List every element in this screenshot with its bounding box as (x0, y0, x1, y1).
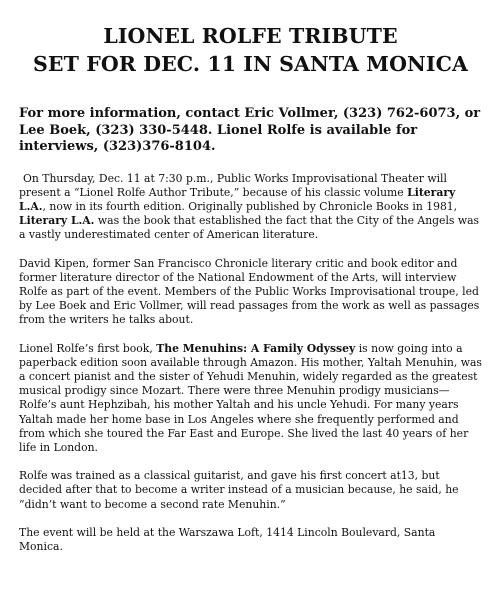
headline (19, 22, 482, 78)
contact-info: For more information, contact Eric Vollmer, (323) 762-6073, or Lee Boek, (323) 330-5448. Lionel Rolfe is available for interviews, (323)376-8104. (19, 106, 481, 154)
headline-line-1: LIONEL ROLFE TRIBUTE (103, 24, 398, 48)
book-title-literary-la-2: Literary L.A. (19, 214, 95, 228)
paragraph-interview: David Kipen, former San Francisco Chronicle literary critic and book editor and former literature director of the National Endowment of the Arts, will interview Rolfe as part of the event. Members of the Public Works Improvisational troupe, led by Lee Boek and Eric Vollmer, will read passages from the work as well as passages from the writers he talks about. (19, 256, 480, 327)
paragraph-event (19, 172, 482, 243)
paragraph-venue: The event will be held at the Warszawa Loft, 1414 Lincoln Boulevard, Santa Monica. (19, 525, 436, 553)
paragraph-guitarist: Rolfe was trained as a classical guitarist, and gave his first concert at13, but decided after that to become a writer instead of a musician because, he said, he “didn’t want to become a second rate Menuhin.” (19, 469, 459, 511)
headline-line-2: SET FOR DEC. 11 IN SANTA MONICA (33, 52, 468, 76)
paragraph-event-text-2: , now in its fourth edition. Originally published by Chronicle Books in 1981, (42, 199, 458, 213)
paragraph-menuhins-text-2: is now going into a paperback edition soon available through Amazon. His mother, Yaltah Menuhin, was a concert pianist and the sister of Yehudi Menuhin, widely regarded as the greatest musical prodigy since Mozart. There were three Menuhin prodigy musicians—Rolfe’s aunt Hephzibah, his mother Yaltah and his uncle Yehudi. For many years Yaltah made her home base in Los Angeles where she frequently performed and from which she toured the Far East and Europe. She lived the last 40 years of her life in London. (19, 341, 482, 454)
book-title-literary-la: Literary L.A. (19, 185, 456, 213)
paragraph-event-text-1: On Thursday, Dec. 11 at 7:30 p.m., Public Works Improvisational Theater will present a “Lionel Rolfe Author Tribute,” because of his classic volume (19, 171, 447, 199)
paragraph-event-text-3: was the book that established the fact that the City of the Angels was a vastly underestimated center of American literature. (19, 214, 480, 242)
paragraph-menuhins (19, 342, 482, 456)
paragraph-menuhins-text-1: Lionel Rolfe’s first book, (19, 341, 157, 355)
book-title-menuhins: The Menuhins: A Family Odyssey (156, 341, 356, 355)
